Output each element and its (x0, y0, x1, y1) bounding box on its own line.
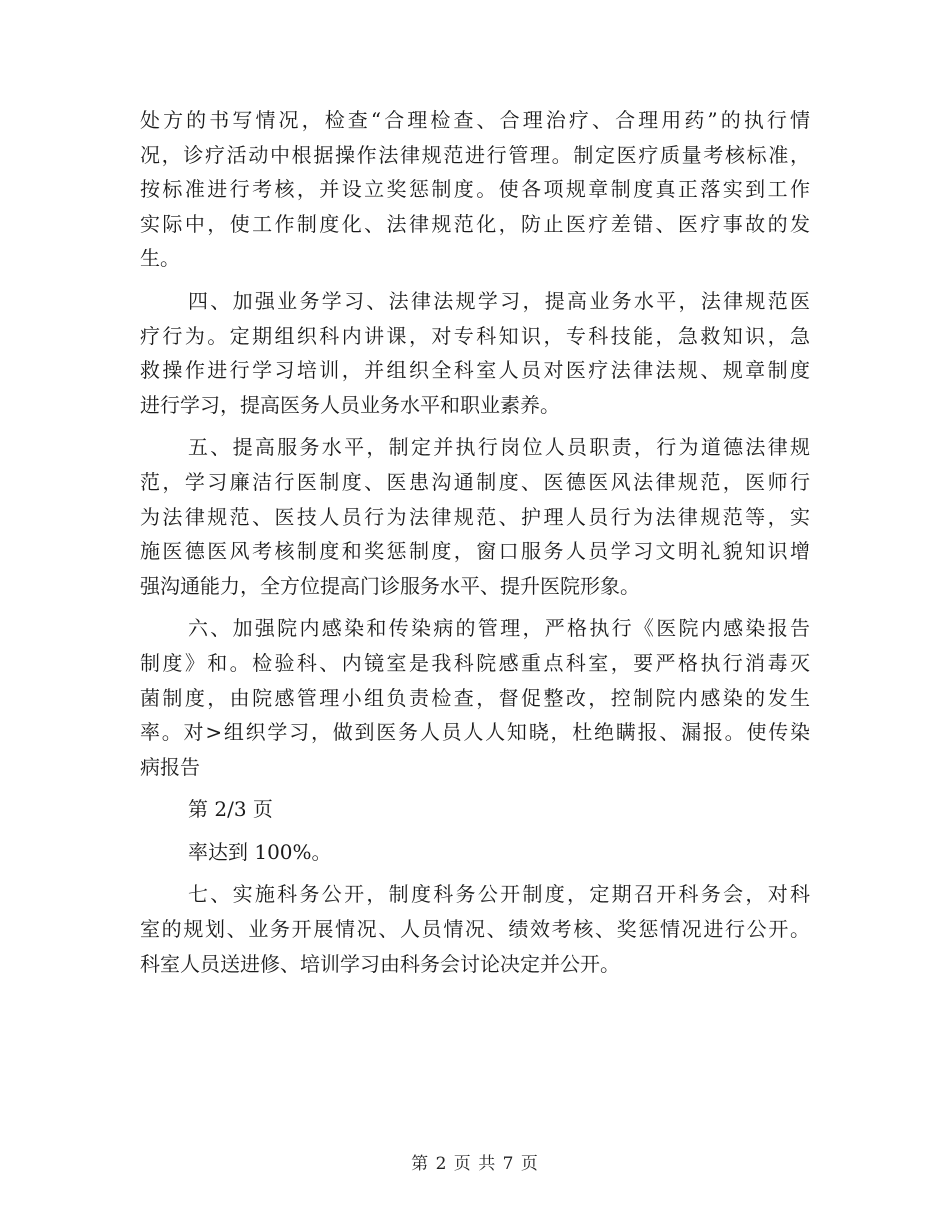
paragraph (140, 430, 810, 603)
paragraph (140, 877, 810, 981)
text-line: 处方的书写情况，检查“合理检查、合理治疗、合理用药”的执行情 (140, 108, 810, 132)
paragraph-gap (140, 827, 810, 835)
document-body (140, 103, 810, 989)
text-line: 范，学习廉洁行医制度、医患沟通制度、医德医风法律规范，医师行 (140, 469, 810, 494)
paragraph-gap (140, 869, 810, 877)
text-line: 进行学习，提高医务人员业务水平和职业素养。 (140, 392, 560, 417)
paragraph (140, 611, 810, 784)
paragraph (140, 103, 810, 276)
text-line: 强沟通能力，全方位提高门诊服务水平、提升医院形象。 (140, 573, 640, 598)
text-line: 实际中，使工作制度化、法律规范化，防止医疗差错、医疗事故的发 (140, 211, 810, 236)
text-line: 疗行为。定期组织科内讲课，对专科知识，专科技能，急救知识，急 (140, 323, 810, 348)
text-line: 救操作进行学习培训，并组织全科室人员对医疗法律法规、规章制度 (140, 358, 810, 383)
text-line: 按标准进行考核，并设立奖惩制度。使各项规章制度真正落实到工作 (140, 177, 810, 202)
text-line: 科室人员送进修、培训学习由科务会讨论决定并公开。 (140, 951, 620, 976)
paragraph-gap (140, 276, 810, 284)
page-footer: 第 2 页 共 7 页 (411, 1154, 539, 1174)
paragraph-gap (140, 981, 810, 989)
text-line: 四、加强业务学习、法律法规学习，提高业务水平，法律规范医 (188, 288, 810, 313)
text-line: 病报告 (140, 754, 200, 779)
paragraph-gap (140, 784, 810, 792)
paragraph (140, 284, 810, 422)
text-line: 率。对>组织学习，做到医务人员人人知晓，杜绝瞒报、漏报。使传染 (140, 720, 810, 745)
text-line: 况，诊疗活动中根据操作法律规范进行管理。制定医疗质量考核标准， (140, 142, 810, 167)
paragraph (140, 792, 810, 827)
text-line: 第 2/3 页 (188, 797, 273, 822)
text-line: 制度》和。检验科、内镜室是我科院感重点科室，要严格执行消毒灭 (140, 650, 810, 675)
text-line: 七、实施科务公开，制度科务公开制度，定期召开科务会，对科 (188, 882, 810, 907)
paragraph-gap (140, 422, 810, 430)
text-line: 率达到 100%。 (188, 839, 332, 864)
text-line: 施医德医风考核制度和奖惩制度，窗口服务人员学习文明礼貌知识增 (140, 539, 810, 564)
paragraph (140, 835, 810, 870)
paragraph-gap (140, 603, 810, 611)
text-line: 菌制度，由院感管理小组负责检查，督促整改，控制院内感染的发生 (140, 685, 810, 710)
text-line: 生。 (140, 246, 180, 271)
text-line: 室的规划、业务开展情况、人员情况、绩效考核、奖惩情况进行公开。 (140, 917, 810, 942)
text-line: 五、提高服务水平，制定并执行岗位人员职责，行为道德法律规 (188, 435, 810, 460)
text-line: 为法律规范、医技人员行为法律规范、护理人员行为法律规范等，实 (140, 504, 810, 529)
text-line: 六、加强院内感染和传染病的管理，严格执行《医院内感染报告 (188, 616, 810, 641)
